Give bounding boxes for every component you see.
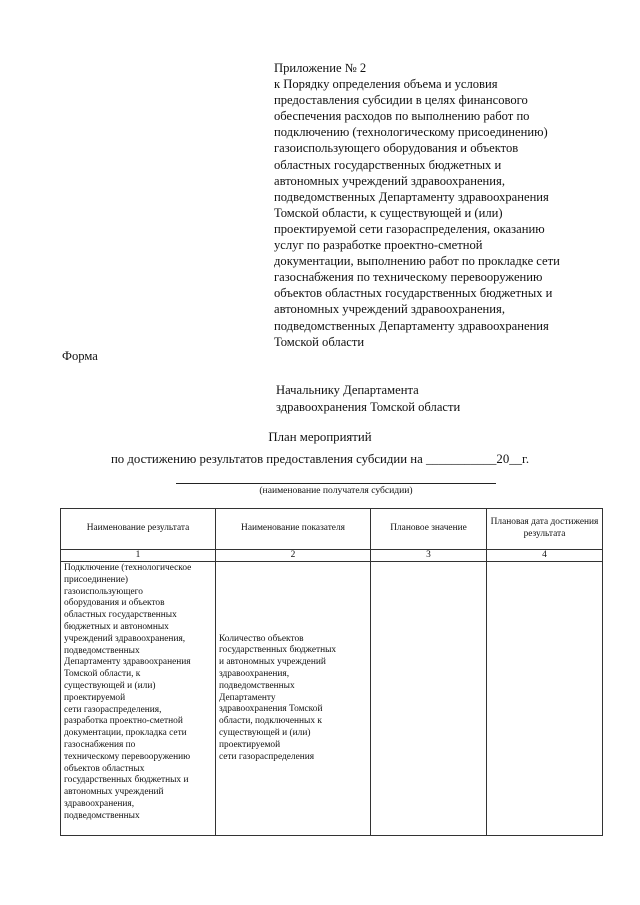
indicator-text-line: проектируемой	[219, 739, 281, 750]
appendix-line: Томской области, к существующей и (или)	[274, 205, 503, 220]
table-header-row	[61, 509, 603, 550]
result-text-line: техническому перевооружению	[64, 751, 191, 762]
appendix-line: подключению (технологическому присоединению)	[274, 125, 548, 140]
appendix-line: автономных учреждений здравоохранения,	[274, 173, 505, 188]
result-text-line: подведомственных	[64, 645, 140, 656]
result-text-line: государственных бюджетных и	[64, 775, 189, 786]
appendix-line: газоснабжения по техническому перевооружению	[274, 270, 543, 285]
result-text-line: бюджетных и автономных	[64, 621, 169, 632]
indicator-text-line: существующей и (или)	[219, 727, 311, 738]
indicator-text-line: Департаменту	[219, 692, 276, 703]
appendix-line: автономных учреждений здравоохранения,	[274, 302, 505, 317]
plan-title: План мероприятий	[268, 430, 372, 444]
planned-date-cell	[487, 562, 603, 836]
indicator-text-line: здравоохранения Томской	[219, 704, 323, 715]
appendix-header	[274, 60, 614, 350]
addressee-line: здравоохранения Томской области	[276, 400, 461, 414]
column-number: 4	[487, 550, 603, 562]
result-text-line: объектов областных	[64, 763, 145, 774]
result-text-line: газоиспользующего	[64, 586, 143, 597]
appendix-line: обеспечения расходов по выполнению работ по	[274, 109, 530, 124]
appendix-line: Приложение № 2	[274, 61, 367, 75]
result-text-line: присоединение)	[64, 574, 129, 585]
planned-value-cell	[371, 562, 487, 836]
appendix-line: подведомственных Департаменту здравоохранения	[274, 189, 549, 204]
appendix-line: предоставления субсидии в целях финансового	[274, 93, 528, 108]
appendix-line: услуг по разработке проектно-сметной	[274, 238, 483, 253]
indicator-text-line: и автономных учреждений	[219, 657, 326, 668]
indicator-text-line: Количество объектов	[219, 633, 304, 644]
result-text-line: существующей и (или)	[64, 680, 156, 691]
indicator-text-line: области, подключенных к	[219, 716, 322, 727]
result-text-line: здравоохранения,	[64, 798, 135, 809]
column-number: 3	[371, 550, 487, 562]
recipient-underline	[176, 483, 496, 484]
appendix-line: проектируемой сети газораспределения, оказанию	[274, 221, 545, 236]
indicator-text-line: здравоохранения,	[219, 669, 290, 679]
column-header: Плановое значение	[371, 509, 487, 550]
indicator-cell	[216, 562, 371, 836]
appendix-line: Томской области	[274, 334, 365, 349]
appendix-line: к Порядку определения объема и условия	[274, 77, 498, 92]
indicator-text-line: государственных бюджетных	[219, 645, 337, 656]
recipient-caption: (наименование получателя субсидии)	[259, 485, 413, 496]
column-header: Плановая дата достижения результата	[487, 509, 603, 550]
plan-table	[60, 508, 603, 836]
result-text-line: областных государственных	[64, 610, 177, 621]
table-row	[61, 562, 603, 836]
result-text-line: разработка проектно-сметной	[64, 716, 183, 727]
result-text-line: подведомственных	[64, 810, 140, 821]
appendix-line: газоиспользующего оборудования и объектов	[274, 141, 519, 156]
column-header: Наименование показателя	[216, 509, 371, 550]
appendix-line: объектов областных государственных бюджетных и	[274, 286, 553, 301]
result-text-line: газоснабжения по	[64, 739, 136, 750]
column-header: Наименование результата	[61, 509, 216, 550]
indicator-text-line: сети газораспределения	[219, 751, 315, 762]
plan-subtitle: по достижению результатов предоставления субсидии на ___________20__г.	[110, 452, 530, 466]
result-text-line: Департаменту здравоохранения	[64, 657, 191, 668]
column-number-row	[61, 550, 603, 562]
result-text-line: проектируемой	[64, 692, 126, 703]
result-text-line: Подключение (технологическое	[64, 563, 192, 573]
result-text-line: оборудования и объектов	[64, 598, 165, 609]
appendix-line: документации, выполнению работ по прокладке сети	[274, 254, 560, 269]
addressee-block	[276, 382, 460, 416]
result-cell	[61, 562, 216, 836]
result-text-line: автономных учреждений	[64, 787, 164, 798]
appendix-line: областных государственных бюджетных и	[274, 157, 502, 172]
result-text-line: Томской области, к	[64, 669, 141, 680]
result-text-line: учреждений здравоохранения,	[64, 633, 186, 644]
form-label: Форма	[62, 349, 98, 363]
column-number: 2	[216, 550, 371, 562]
addressee-line: Начальнику Департамента	[276, 383, 419, 397]
result-text-line: документации, прокладка сети	[64, 728, 187, 739]
result-text-line: сети газораспределения,	[64, 704, 162, 715]
appendix-line: подведомственных Департаменту здравоохранения	[274, 318, 549, 333]
column-number: 1	[61, 550, 216, 562]
indicator-text-line: подведомственных	[219, 680, 295, 691]
